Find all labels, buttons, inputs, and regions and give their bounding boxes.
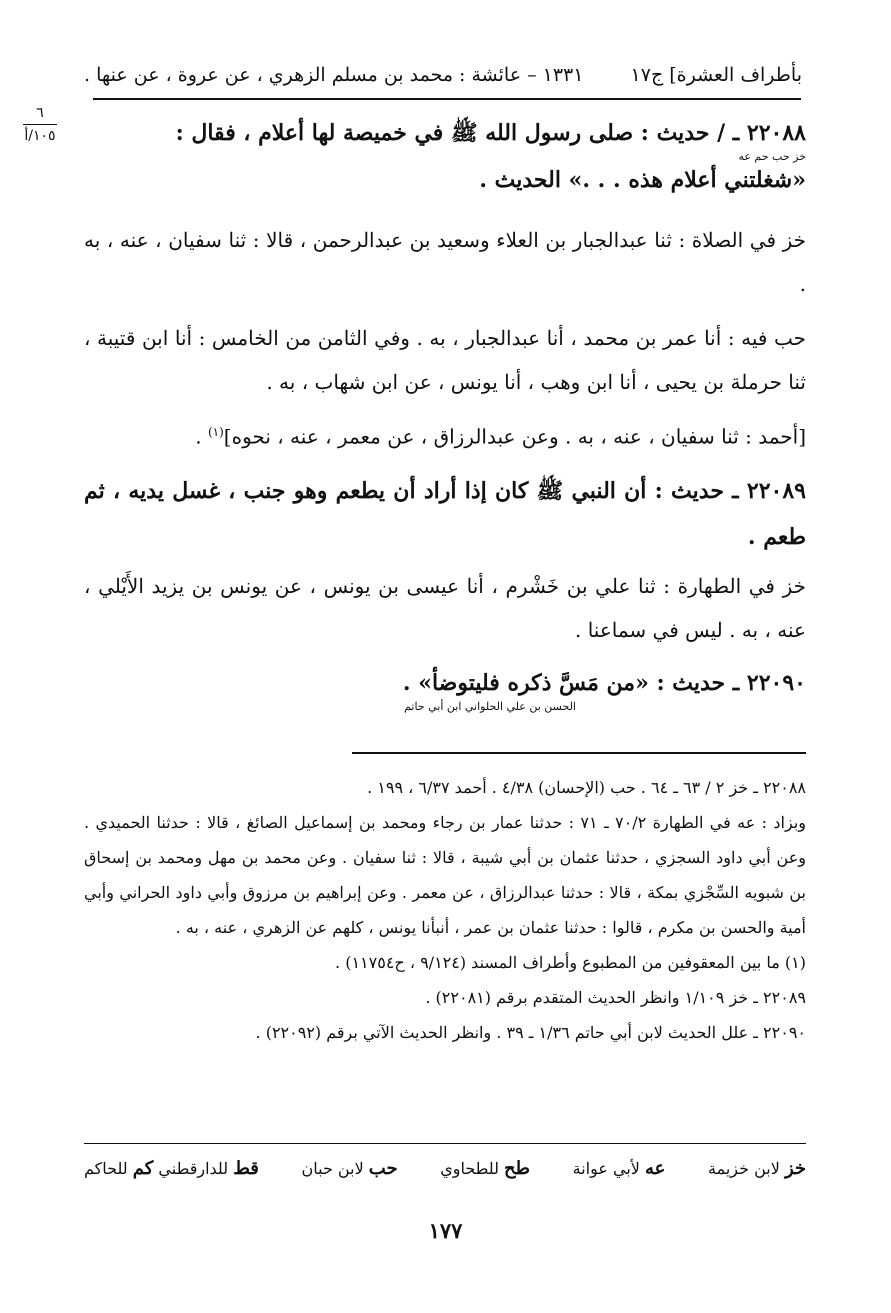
hadith-sigla: خز حب حم عه [738, 150, 806, 163]
isnad-text-bracketed [84, 410, 806, 459]
footer-rule [84, 1143, 806, 1144]
notes-separator [352, 752, 806, 754]
note-line: (١) ما بين المعقوفين من المطبوع وأطراف المسند (٩/١٢٤ ، ح١١٧٥٤) . [335, 953, 806, 972]
note-line: ٢٢٠٨٩ ـ خز ١/١٠٩ وانظر الحديث المتقدم برقم (٢٢٠٨١) . [425, 988, 806, 1007]
margin-divider [23, 124, 57, 125]
hadith-sigla: الحسن بن علي الحلواني ابن أبي حاتم [404, 700, 576, 713]
legend-item: عه لأبي عوانة [572, 1158, 666, 1179]
page-number: ١٧٧ [428, 1218, 463, 1243]
chain-paragraph [84, 410, 806, 459]
legend-item: خز لابن خزيمة [708, 1158, 806, 1179]
editor-notes [84, 770, 806, 1050]
chain-paragraph [84, 218, 806, 306]
note-line: ٢٢٠٨٨ ـ خز ٢ / ٦٣ ـ ٦٤ . حب (الإحسان) ٤/٣٨ . أحمد ٦/٣٧ ، ١٩٩ . [367, 778, 806, 797]
chain-paragraph [84, 564, 806, 652]
hadith-heading: ٢٢٠٨٩ ـ حديث : أن النبي ﷺ كان إذا أراد أن يطعم وهو جنب ، غسل يديه ، ثم طعم . [84, 478, 806, 550]
header-topic: ١٣٣١ – عائشة : محمد بن مسلم الزهري ، عن عروة ، عن عنها . [84, 64, 584, 86]
manuscript-margin-ref [10, 104, 70, 145]
legend-item: حب لابن حبان [301, 1158, 398, 1179]
footnote-marker: (١) [207, 425, 224, 439]
isnad-bracket-text: [أحمد : ثنا سفيان ، عنه ، به . وعن عبدالرزاق ، عن معمر ، عنه ، نحوه] [223, 424, 806, 449]
hadith-entry-22090 [84, 666, 806, 713]
hadith-heading: ٢٢٠٨٨ ـ / حديث : صلى رسول الله ﷺ في خميصة لها أعلام ، فقال : [175, 120, 806, 146]
isnad-text: خز في الطهارة : ثنا علي بن خَشْرم ، أنا عيسى بن يونس ، عن يونس بن يزيد الأَيْلي ، عنه ، به . ليس في سماعنا . [84, 574, 806, 642]
running-header [84, 58, 802, 92]
hadith-heading: ٢٢٠٩٠ ـ حديث : «من مَسَّ ذكره فليتوضأ» . [402, 670, 806, 696]
sentence-end: . [195, 424, 208, 449]
isnad-text: خز في الصلاة : ثنا عبدالجبار بن العلاء وسعيد بن عبدالرحمن ، قالا : ثنا سفيان ، عنه ، به . [84, 228, 806, 296]
legend-item: طح للطحاوي [440, 1158, 530, 1179]
margin-number: ٦ [36, 105, 44, 121]
header-book-title: بأطراف العشرة] ج١٧ [630, 64, 802, 86]
header-rule [93, 98, 801, 100]
hadith-entry-22089 [84, 468, 806, 560]
isnad-text: حب فيه : أنا عمر بن محمد ، أنا عبدالجبار ، به . وفي الثامن من الخامس : أنا ابن قتيبة ، ثنا حرملة بن يحيى ، أنا ابن وهب ، أنا يونس ، عن ابن شهاب ، به . [84, 326, 806, 394]
margin-folio: ١٠٥/أ [24, 128, 56, 144]
note-line: ٢٢٠٩٠ ـ علل الحديث لابن أبي حاتم ١/٣٦ ـ ٣٩ . وانظر الحديث الآتي برقم (٢٢٠٩٢) . [255, 1023, 806, 1042]
abbreviations-legend [84, 1158, 806, 1179]
chain-paragraph [84, 316, 806, 404]
hadith-entry-22088 [84, 116, 806, 197]
legend-item: قط للدارقطني كم للحاكم [84, 1158, 259, 1179]
hadith-heading-continued: «شغلتني أعلام هذه . . .» الحديث . [479, 167, 806, 193]
note-line: وبزاد : عه في الطهارة ٧٠/٢ ـ ٧١ : حدثنا عمار بن رجاء ومحمد بن إسماعيل الصائغ ، قالا : حدثنا الحميدي . وعن أبي داود السجزي ، حدثنا عثمان بن أبي شيبة ، قالا : ثنا سفيان . وعن محمد بن مهل ومحمد بن إسحاق بن شبويه السِّجْزي بمكة ، قالا : حدثنا عبدالرزاق ، عن معمر . وعن إبراهيم بن مرزوق وأبي داود الحراني وأبي أمية والحسن بن مكرم ، قالوا : حدثنا عثمان بن عمر ، أنبأنا يونس ، كلهم عن الزهري ، عنه ، به . [84, 813, 807, 937]
